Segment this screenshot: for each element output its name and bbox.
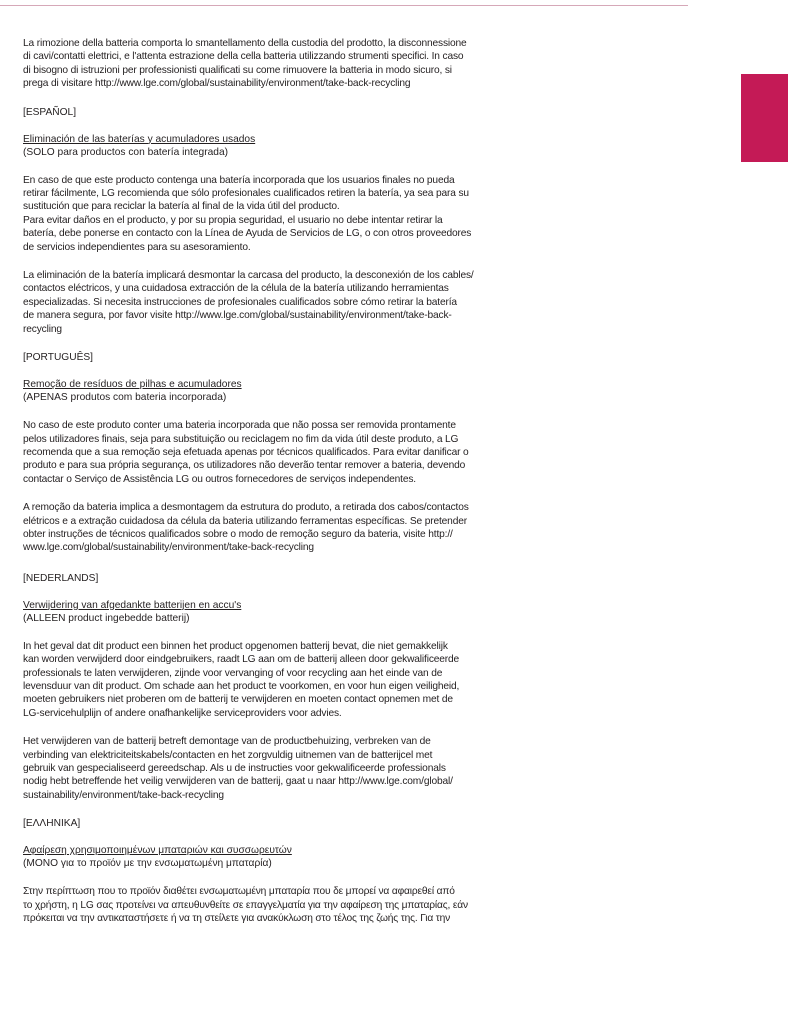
header-rule xyxy=(0,5,688,6)
section-heading-el xyxy=(23,844,593,870)
paragraph-nl-2: Het verwijderen van de batterij betreft demontage van de productbehuizing, verbreken van de verbinding van elektriciteitskabels/contacten en het zorgvuldig uitnemen van de batterijcel met gebruik van gespecialiseerd gereedschap. Als u de instructies voor gekwalificeerde professionals nodig hebt betreffende het veilig verwijderen van de batterij, gaat u naar http://www.lge.com/global/ sustainability/environment/take-back-recycling xyxy=(23,736,453,801)
section-title-el: Αφαίρεση χρησιμοποιημένων μπαταριών και συσσωρευτών xyxy=(23,845,292,857)
language-label-es: [ESPAÑOL] xyxy=(23,106,77,118)
section-heading-nl xyxy=(23,599,593,625)
paragraph-it-removal: La rimozione della batteria comporta lo smantellamento della custodia del prodotto, la disconnessione di cavi/contatti elettrici, e l'attenta estrazione della cella batteria utilizzando strumenti specifici. In caso di bisogno di istruzioni per professionisti qualificati su come rimuovere la batteria in modo sicuro, si prega di visitare http://www.lge.com/global/sustainability/environment/take-back-recycling xyxy=(23,38,467,90)
section-subtitle-el: (ΜΟΝΟ για το προϊόν με την ενσωματωμένη μπαταρία) xyxy=(23,858,272,870)
section-subtitle-nl: (ALLEEN product ingebedde batterij) xyxy=(23,612,190,624)
language-label-pt: [PORTUGUÊS] xyxy=(23,352,94,364)
language-label-nl: [NEDERLANDS] xyxy=(23,572,99,584)
language-label-el: [ΕΛΛΗΝΙΚΑ] xyxy=(23,818,81,830)
section-title-nl: Verwijdering van afgedankte batterijen en accu's xyxy=(23,599,242,611)
section-subtitle-es: (SOLO para productos con batería integrada) xyxy=(23,146,228,158)
section-heading-pt xyxy=(23,378,593,404)
page-content xyxy=(23,37,593,940)
section-title-pt: Remoção de resíduos de pilhas e acumuladores xyxy=(23,379,242,391)
paragraph-el-1: Στην περίπτωση που το προϊόν διαθέτει ενσωματωμένη μπαταρία που δε μπορεί να αφαιρεθεί από το χρήστη, η LG σας προτείνει να απευθυνθείτε σε επαγγελματία για την αφαίρεση της μπαταρίας, εάν πρόκειται να την αντικαταστήσετε ή να τη στείλετε για ανακύκλωση στο τέλος της ζωής της. Για την xyxy=(23,886,468,925)
paragraph-nl-1: In het geval dat dit product een binnen het product opgenomen batterij bevat, die niet gemakkelijk kan worden verwijderd door eindgebruikers, raadt LG aan om de batterij alleen door gekwalificeerde professionals te laten verwijderen, zijnde voor vervanging of voor recycling aan het einde van de levensduur van dit product. Om schade aan het product te voorkomen, en voor hun eigen veiligheid, moeten gebruikers niet proberen om de batterij te verwijderen en moeten contact opnemen met de LG-servicehulplijn of andere onafhankelijke serviceproviders voor advies. xyxy=(23,640,460,719)
paragraph-es-1: En caso de que este producto contenga una batería incorporada que los usuarios finales no pueda retirar fácilmente, LG recomienda que sólo profesionales cualificados retiren la batería, ya sea para su sustitución que para reciclar la batería al final de la vida útil del producto. Para evitar daños en el producto, y por su propia seguridad, el usuario no debe intentar retirar la batería, debe ponerse en contacto con la Línea de Ayuda de Servicios de LG, o con otros proveedores de servicios independientes para su asesoramiento. xyxy=(23,174,472,253)
section-title-es: Eliminación de las baterías y acumuladores usados xyxy=(23,133,256,145)
section-subtitle-pt: (APENAS produtos com bateria incorporada) xyxy=(23,392,227,404)
language-section-tab xyxy=(741,74,788,162)
paragraph-pt-1: No caso de este produto conter uma bateria incorporada que não possa ser removida prontamente pelos utilizadores finais, seja para substituição ou reciclagem no fim da vida útil deste produto, a LG recomenda que a sua remoção seja efetuada apenas por técnicos qualificados. Para evitar danificar o produto e para sua própria segurança, os utilizadores não deverão tentar remover a bateria, devendo contactar o Serviço de Assistência LG ou outros fornecedores de serviços independentes. xyxy=(23,420,469,485)
section-heading-es xyxy=(23,133,593,159)
paragraph-pt-2: A remoção da bateria implica a desmontagem da estrutura do produto, a retirada dos cabos/contactos elétricos e a extração cuidadosa da célula da bateria utilizando ferramentas específicas. Se pretender obter instruções de técnicos qualificados sobre o modo de remoção seguro da bateria, visite http:// www.lge.com/global/sustainability/environment/take-back-recycling xyxy=(23,502,469,554)
paragraph-es-2: La eliminación de la batería implicará desmontar la carcasa del producto, la desconexión de los cables/ contactos eléctricos, y una cuidadosa extracción de la célula de la batería utilizando herramientas especializadas. Si necesita instrucciones de profesionales cualificados sobre cómo retirar la batería de manera segura, por favor visite http://www.lge.com/global/sustainability/environment/take-back- recycling xyxy=(23,270,474,335)
